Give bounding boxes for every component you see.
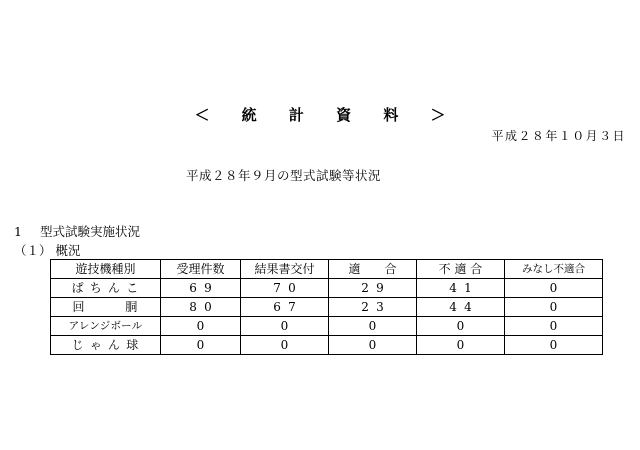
- cell-nonconform: 0: [417, 336, 505, 355]
- cell-machine-type: じ ゃ ん 球: [51, 336, 161, 355]
- cell-conform: 29: [329, 279, 417, 298]
- col-header-deemed-nonconform: みなし不適合: [505, 260, 603, 279]
- cell-issued: 0: [241, 317, 329, 336]
- cell-conform: 23: [329, 298, 417, 317]
- cell-issued: 67: [241, 298, 329, 317]
- table-row: [51, 317, 603, 336]
- document-title: ＜ 統 計 資 料 ＞: [194, 106, 460, 124]
- statistics-table: [50, 259, 603, 355]
- section-title: 型式試験実施状況: [40, 224, 141, 239]
- table-header-row: [51, 260, 603, 279]
- cell-conform: 0: [329, 317, 417, 336]
- cell-received: 0: [161, 317, 241, 336]
- cell-deemed: 0: [505, 336, 603, 355]
- cell-received: 0: [161, 336, 241, 355]
- cell-deemed: 0: [505, 317, 603, 336]
- cell-machine-type: 回 胴: [51, 298, 161, 317]
- cell-conform: 0: [329, 336, 417, 355]
- col-header-machine-type: 遊技機種別: [51, 260, 161, 279]
- cell-deemed: 0: [505, 279, 603, 298]
- document-subtitle: 平成２８年９月の型式試験等状況: [186, 168, 382, 183]
- cell-received: 80: [161, 298, 241, 317]
- table-row: [51, 336, 603, 355]
- col-header-conform: 適 合: [329, 260, 417, 279]
- subsection-heading: （１） 概況: [14, 243, 81, 258]
- cell-machine-type: ぱ ち ん こ: [51, 279, 161, 298]
- cell-issued: 70: [241, 279, 329, 298]
- cell-nonconform: 44: [417, 298, 505, 317]
- cell-issued: 0: [241, 336, 329, 355]
- table-row: [51, 298, 603, 317]
- col-header-issued: 結果書交付: [241, 260, 329, 279]
- section-heading: [14, 222, 140, 240]
- section-number: 1: [14, 224, 22, 239]
- document-date: 平成２８年１０月３日: [491, 129, 626, 143]
- table-row: [51, 279, 603, 298]
- cell-nonconform: 0: [417, 317, 505, 336]
- cell-received: 69: [161, 279, 241, 298]
- col-header-nonconform: 不 適 合: [417, 260, 505, 279]
- cell-nonconform: 41: [417, 279, 505, 298]
- cell-deemed: 0: [505, 298, 603, 317]
- cell-machine-type: アレンジボール: [51, 317, 161, 336]
- col-header-received: 受理件数: [161, 260, 241, 279]
